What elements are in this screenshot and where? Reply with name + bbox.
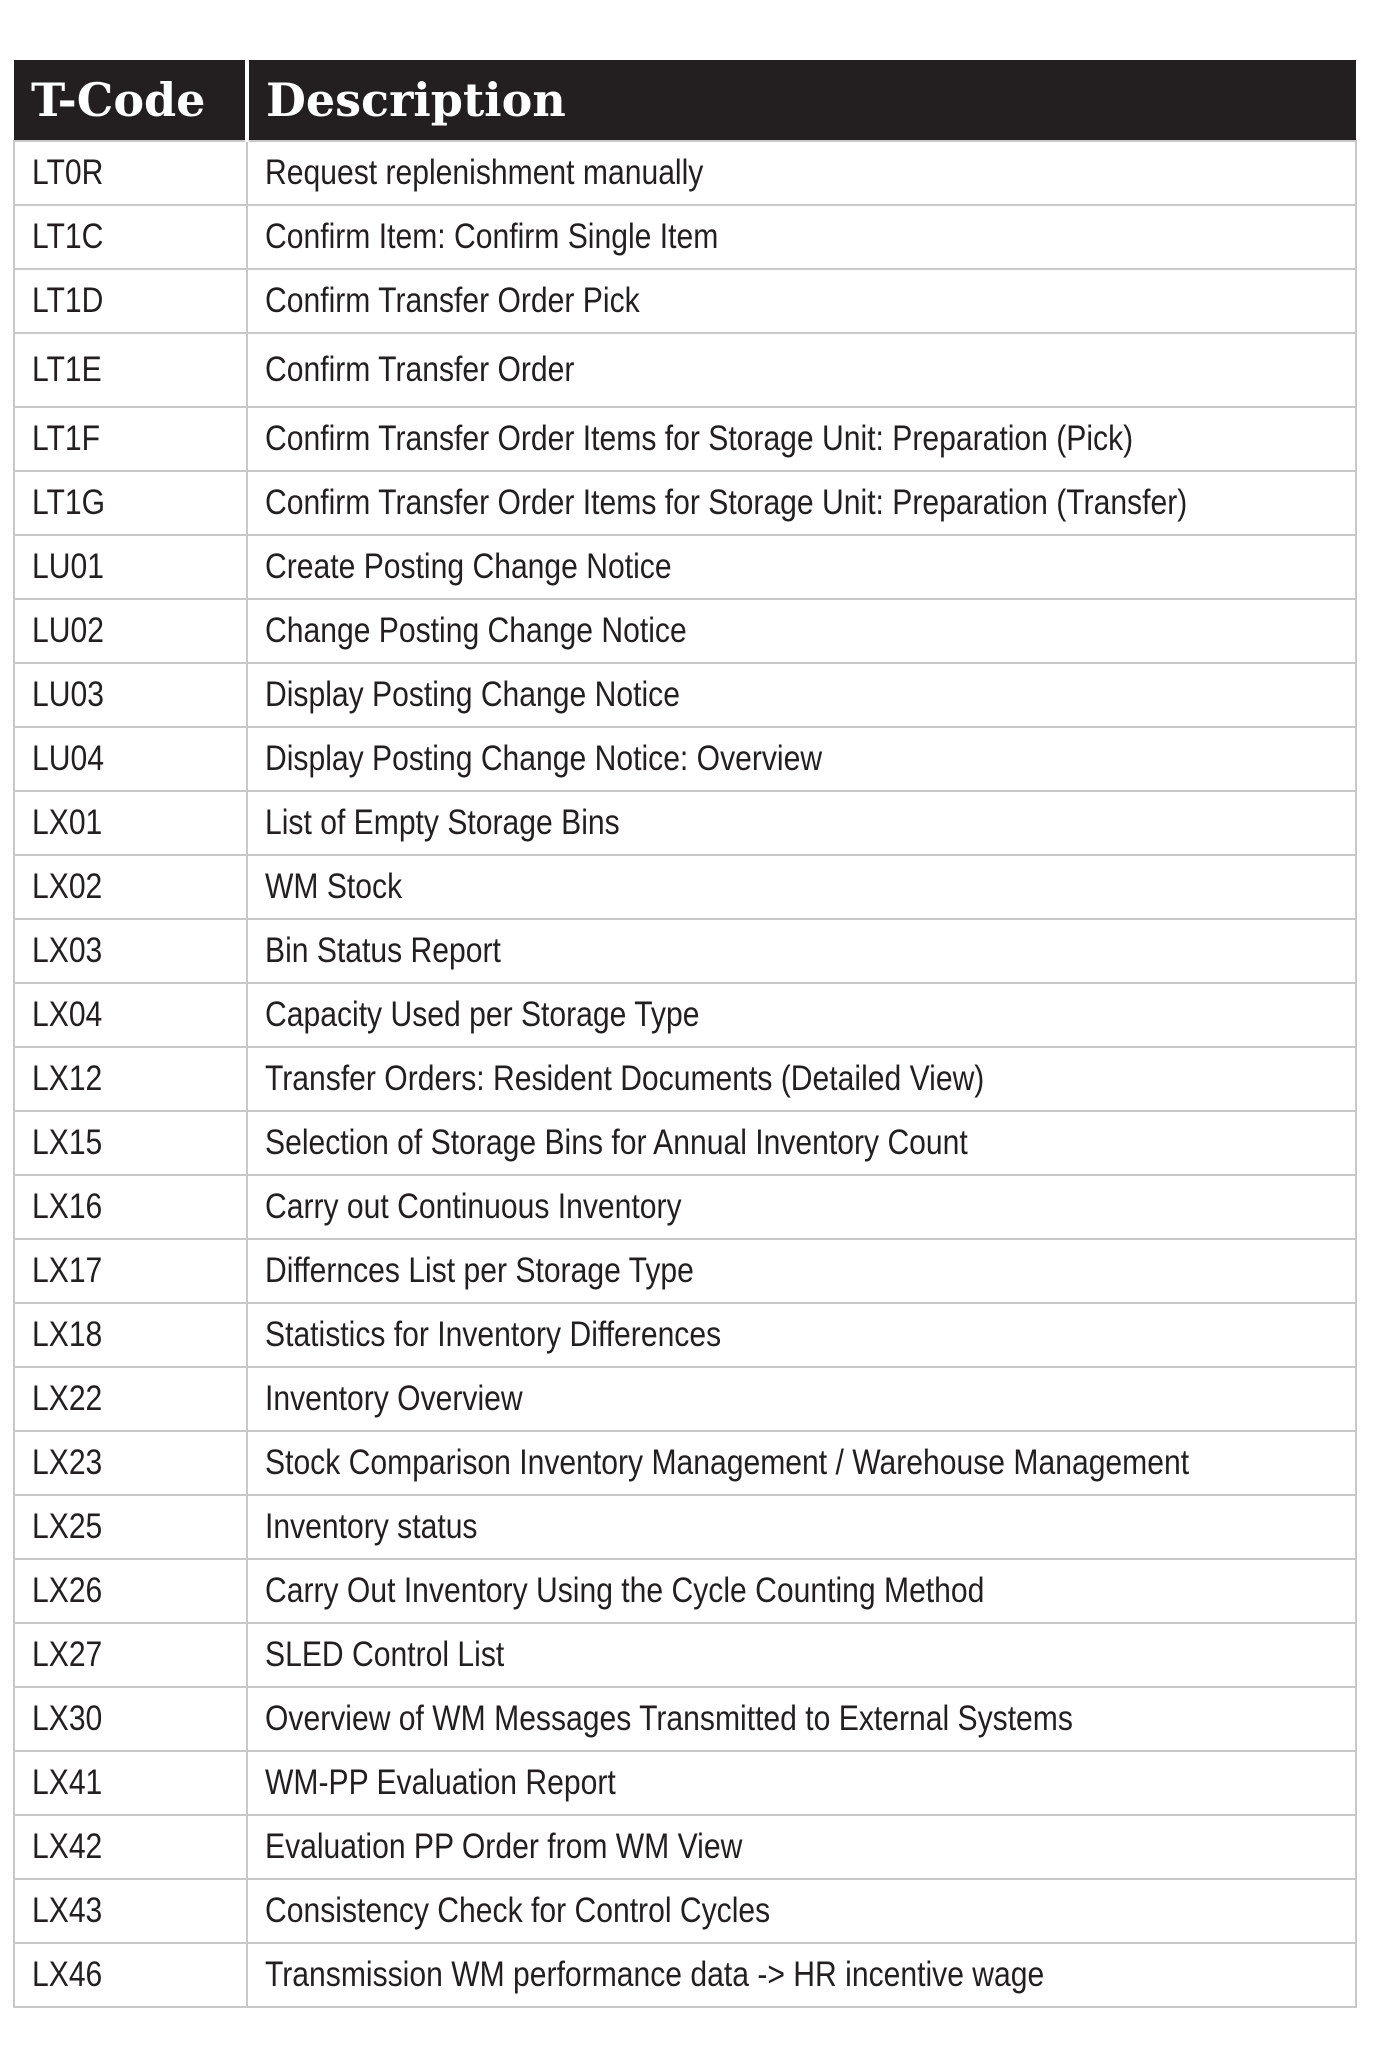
tcode-cell <box>14 663 247 727</box>
tcode-cell <box>14 1879 247 1943</box>
tcode-cell <box>14 1943 247 2007</box>
tcode-cell <box>14 1495 247 1559</box>
tcode-cell <box>14 1367 247 1431</box>
table-row <box>14 1879 1356 1943</box>
table-row <box>14 535 1356 599</box>
table-row <box>14 1623 1356 1687</box>
description-text: Display Posting Change Notice <box>265 675 680 714</box>
tcode-text: LX04 <box>32 995 103 1034</box>
tcode-cell <box>14 1239 247 1303</box>
description-text: Carry Out Inventory Using the Cycle Counting Method <box>265 1571 985 1610</box>
description-cell <box>247 1559 1356 1623</box>
tcode-text: LX30 <box>32 1699 103 1738</box>
tcode-text: LX26 <box>32 1571 103 1610</box>
description-text: WM-PP Evaluation Report <box>265 1763 616 1802</box>
table-row <box>14 205 1356 269</box>
description-cell <box>247 1495 1356 1559</box>
description-text: Transmission WM performance data -> HR incentive wage <box>265 1955 1045 1994</box>
table-row <box>14 855 1356 919</box>
tcode-text: LX22 <box>32 1379 103 1418</box>
description-text: Confirm Transfer Order <box>265 350 575 389</box>
tcode-text: LX17 <box>32 1251 103 1290</box>
description-text: List of Empty Storage Bins <box>265 803 620 842</box>
table-row <box>14 1111 1356 1175</box>
tcode-text: LU04 <box>32 739 104 778</box>
description-cell <box>247 407 1356 471</box>
table-row <box>14 333 1356 407</box>
tcode-text: LX46 <box>32 1955 103 1994</box>
tcode-cell <box>14 1559 247 1623</box>
description-cell <box>247 1047 1356 1111</box>
tcode-text: LT1D <box>32 281 104 320</box>
table-row <box>14 141 1356 205</box>
tcode-text: LX43 <box>32 1891 103 1930</box>
description-cell <box>247 471 1356 535</box>
description-cell <box>247 599 1356 663</box>
header-row <box>14 60 1356 141</box>
description-cell <box>247 919 1356 983</box>
tcode-cell <box>14 1815 247 1879</box>
tcode-cell <box>14 1175 247 1239</box>
description-text: Bin Status Report <box>265 931 501 970</box>
description-cell <box>247 1687 1356 1751</box>
tcode-text: LX23 <box>32 1443 103 1482</box>
description-text: Confirm Transfer Order Items for Storage Unit: Preparation (Pick) <box>265 419 1134 458</box>
tcode-cell <box>14 1111 247 1175</box>
table-row <box>14 1687 1356 1751</box>
description-text: Differnces List per Storage Type <box>265 1251 694 1290</box>
description-text: Evaluation PP Order from WM View <box>265 1827 743 1866</box>
table-row <box>14 1239 1356 1303</box>
table-row <box>14 1431 1356 1495</box>
tcode-text: LX42 <box>32 1827 103 1866</box>
description-cell <box>247 983 1356 1047</box>
tcode-text: LX27 <box>32 1635 103 1674</box>
table-row <box>14 1559 1356 1623</box>
description-cell <box>247 1111 1356 1175</box>
tcode-cell <box>14 407 247 471</box>
tcode-cell <box>14 727 247 791</box>
description-text: Confirm Transfer Order Pick <box>265 281 640 320</box>
tcode-cell <box>14 333 247 407</box>
description-cell <box>247 1943 1356 2007</box>
description-cell <box>247 1751 1356 1815</box>
description-text: Confirm Item: Confirm Single Item <box>265 217 719 256</box>
description-cell <box>247 1431 1356 1495</box>
table-row <box>14 1175 1356 1239</box>
tcode-cell <box>14 983 247 1047</box>
table-row <box>14 791 1356 855</box>
tcode-cell <box>14 1623 247 1687</box>
description-cell <box>247 333 1356 407</box>
description-text: Confirm Transfer Order Items for Storage Unit: Preparation (Transfer) <box>265 483 1188 522</box>
tcode-text: LX18 <box>32 1315 103 1354</box>
table-row <box>14 1047 1356 1111</box>
description-text: Carry out Continuous Inventory <box>265 1187 682 1226</box>
description-cell <box>247 1367 1356 1431</box>
tcode-cell <box>14 1047 247 1111</box>
tcode-text: LU01 <box>32 547 104 586</box>
table-row <box>14 1751 1356 1815</box>
description-text: Overview of WM Messages Transmitted to External Systems <box>265 1699 1073 1738</box>
description-text: Inventory status <box>265 1507 478 1546</box>
tcode-text: LU02 <box>32 611 104 650</box>
table-row <box>14 471 1356 535</box>
tcode-text: LX41 <box>32 1763 103 1802</box>
description-text: Statistics for Inventory Differences <box>265 1315 722 1354</box>
description-cell <box>247 855 1356 919</box>
description-text: Inventory Overview <box>265 1379 523 1418</box>
description-cell <box>247 791 1356 855</box>
table-header <box>14 60 1356 141</box>
table-row <box>14 1303 1356 1367</box>
table-row <box>14 407 1356 471</box>
description-cell <box>247 663 1356 727</box>
tcode-cell <box>14 599 247 663</box>
tcode-text: LT1F <box>32 419 101 458</box>
table-row <box>14 1495 1356 1559</box>
tcode-text: LT1E <box>32 350 102 389</box>
tcode-cell <box>14 855 247 919</box>
description-cell <box>247 1623 1356 1687</box>
description-text: Capacity Used per Storage Type <box>265 995 700 1034</box>
description-text: WM Stock <box>265 867 403 906</box>
tcode-cell <box>14 471 247 535</box>
description-cell <box>247 141 1356 205</box>
description-text: Transfer Orders: Resident Documents (Detailed View) <box>265 1059 985 1098</box>
tcode-text: LX25 <box>32 1507 103 1546</box>
tcode-cell <box>14 791 247 855</box>
table-row <box>14 1943 1356 2007</box>
description-cell <box>247 205 1356 269</box>
description-cell <box>247 1239 1356 1303</box>
tcode-cell <box>14 1303 247 1367</box>
tcode-cell <box>14 1431 247 1495</box>
tcode-cell <box>14 269 247 333</box>
description-cell <box>247 535 1356 599</box>
table-row <box>14 919 1356 983</box>
tcode-text: LT0R <box>32 153 104 192</box>
tcode-text: LX15 <box>32 1123 103 1162</box>
description-text: Create Posting Change Notice <box>265 547 672 586</box>
table-row <box>14 983 1356 1047</box>
description-cell <box>247 1175 1356 1239</box>
column-header-description: Description <box>247 60 1356 141</box>
column-header-tcode: T-Code <box>14 60 247 141</box>
tcode-cell <box>14 1751 247 1815</box>
description-text: Change Posting Change Notice <box>265 611 687 650</box>
tcode-cell <box>14 919 247 983</box>
description-text: Request replenishment manually <box>265 153 704 192</box>
tcode-cell <box>14 205 247 269</box>
tcode-cell <box>14 141 247 205</box>
table-row <box>14 727 1356 791</box>
table-row <box>14 663 1356 727</box>
table-row <box>14 1815 1356 1879</box>
description-cell <box>247 1815 1356 1879</box>
description-cell <box>247 727 1356 791</box>
tcode-text: LT1C <box>32 217 104 256</box>
table-row <box>14 269 1356 333</box>
description-cell <box>247 1303 1356 1367</box>
description-cell <box>247 269 1356 333</box>
tcode-text: LX16 <box>32 1187 103 1226</box>
tcode-text: LT1G <box>32 483 106 522</box>
table-body <box>14 141 1356 2007</box>
tcode-table <box>13 60 1357 2008</box>
tcode-text: LX01 <box>32 803 103 842</box>
tcode-cell <box>14 535 247 599</box>
tcode-cell <box>14 1687 247 1751</box>
table-row <box>14 599 1356 663</box>
tcode-text: LU03 <box>32 675 104 714</box>
tcode-text: LX02 <box>32 867 103 906</box>
description-cell <box>247 1879 1356 1943</box>
tcode-text: LX12 <box>32 1059 103 1098</box>
description-text: Display Posting Change Notice: Overview <box>265 739 823 778</box>
tcode-text: LX03 <box>32 931 103 970</box>
table-row <box>14 1367 1356 1431</box>
description-text: Selection of Storage Bins for Annual Inventory Count <box>265 1123 968 1162</box>
description-text: Stock Comparison Inventory Management / Warehouse Management <box>265 1443 1190 1482</box>
description-text: SLED Control List <box>265 1635 505 1674</box>
description-text: Consistency Check for Control Cycles <box>265 1891 771 1930</box>
